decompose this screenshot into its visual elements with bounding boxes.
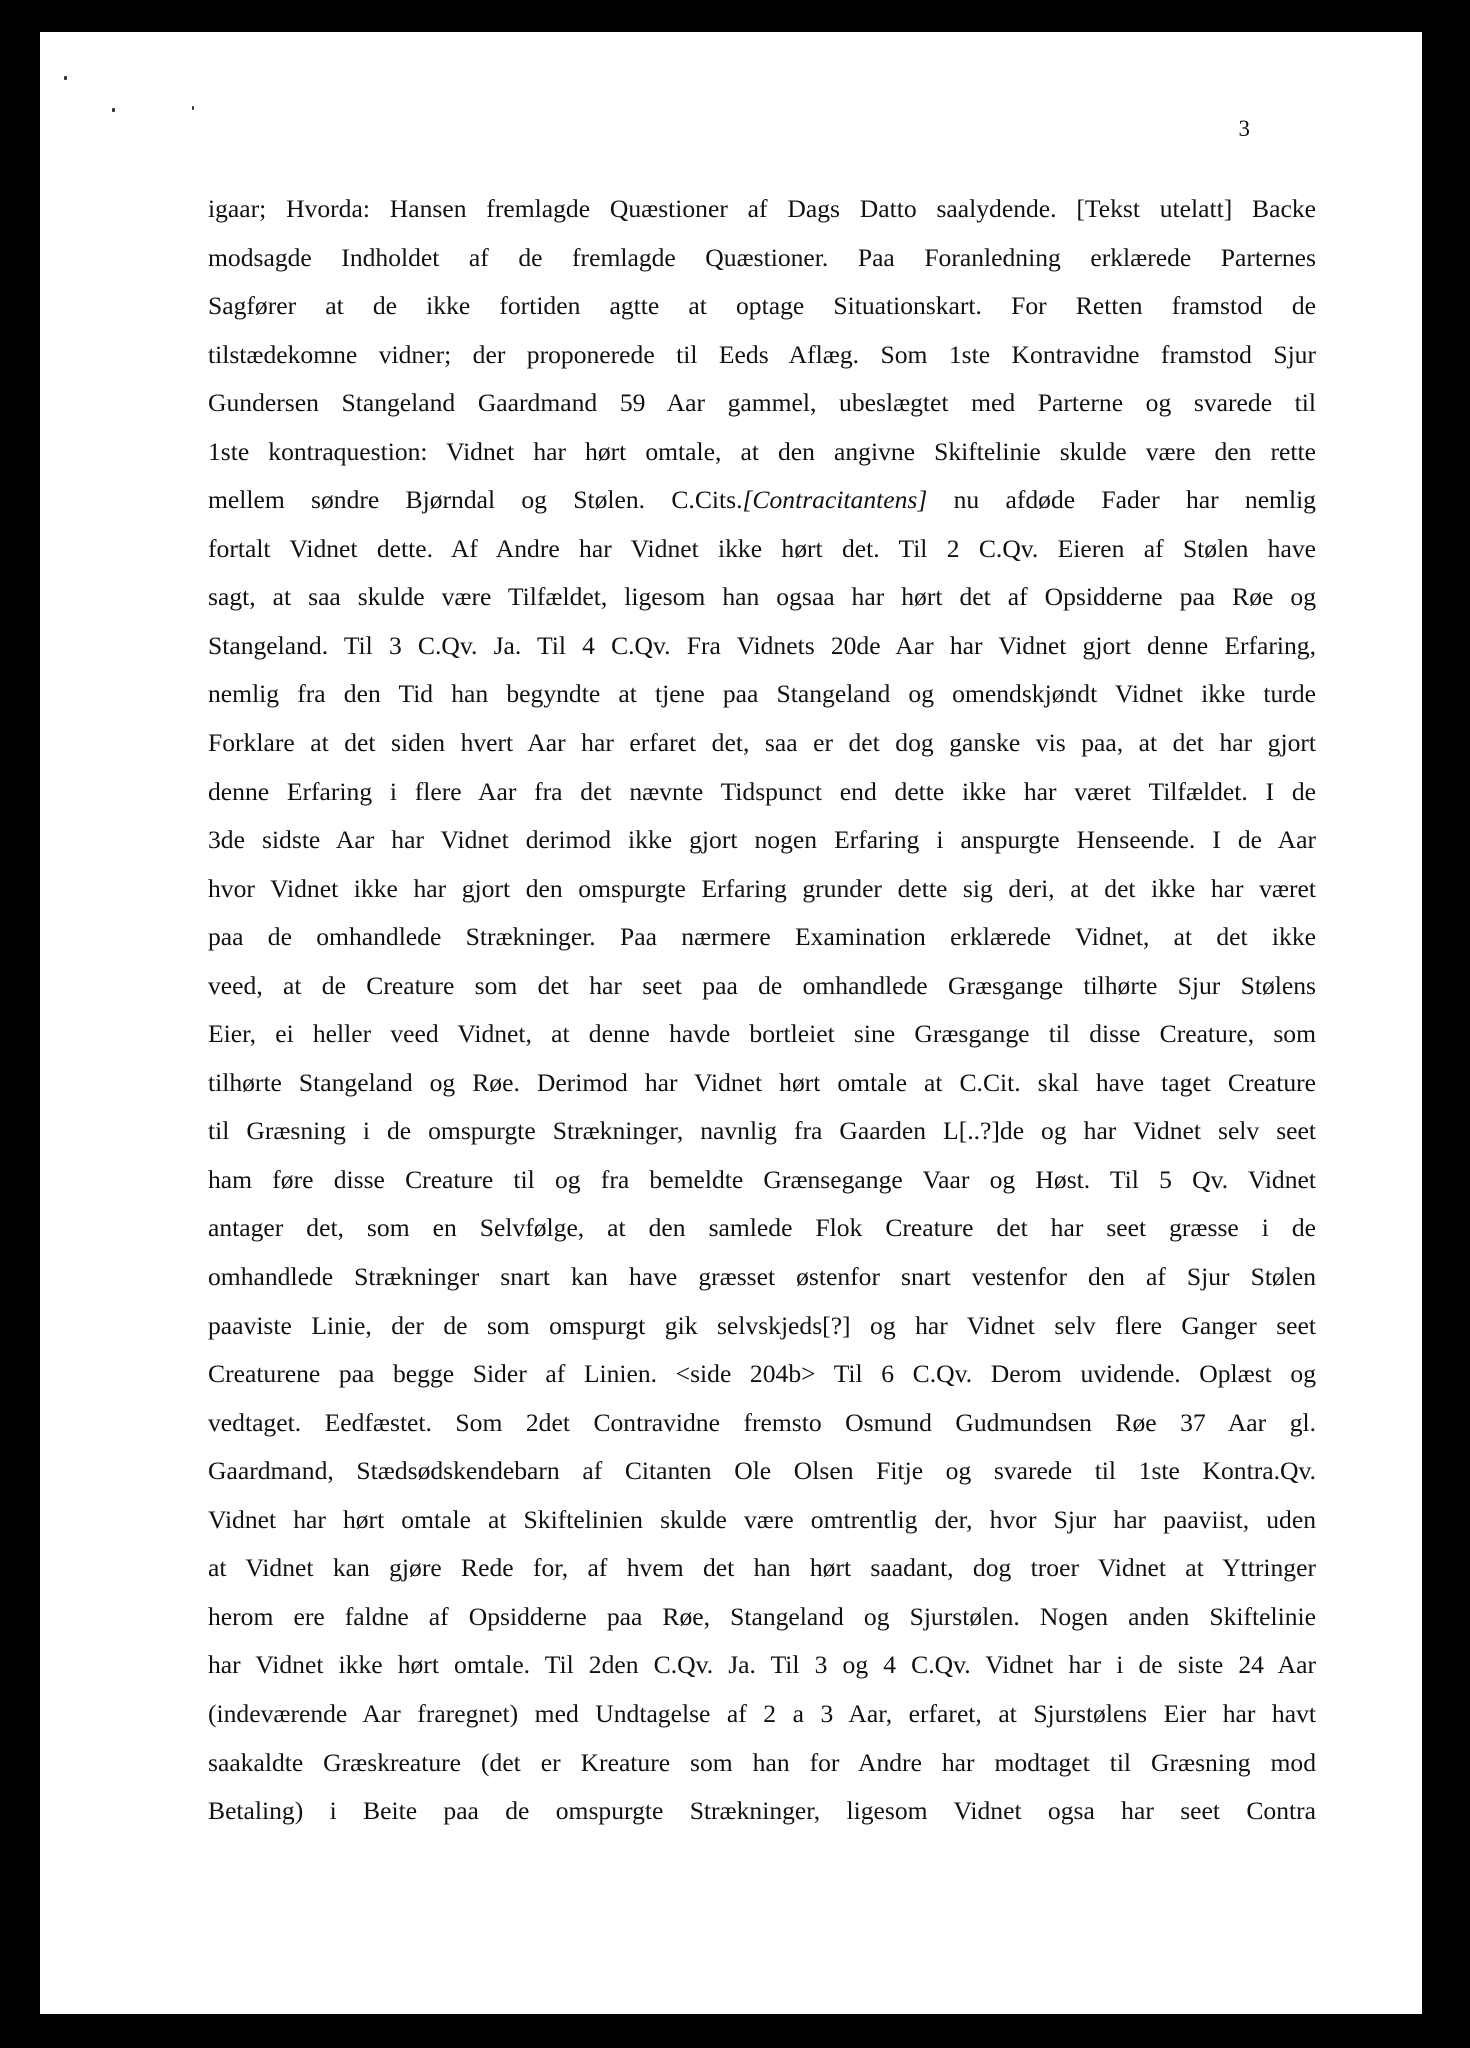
text-line: paa de omhandlede Strækninger. Paa nærmere Examination erklærede Vidnet, at det ikke (208, 922, 1316, 952)
text-line: Sagfører at de ikke fortiden agtte at optage Situationskart. For Retten framstod de (208, 291, 1316, 321)
text-line: hvor Vidnet ikke har gjort den omspurgte Erfaring grunder dette sig deri, at det ikke har været (208, 873, 1316, 903)
text-line: Eier, ei heller veed Vidnet, at denne havde bortleiet sine Græsgange til disse Creature, som (208, 1019, 1316, 1049)
scan-speck (112, 108, 115, 112)
document-page (40, 32, 1422, 2014)
text-line: Vidnet har hørt omtale at Skiftelinien skulde være omtrentlig der, hvor Sjur har paaviist, uden (208, 1504, 1316, 1534)
text-line: Gundersen Stangeland Gaardmand 59 Aar gammel, ubeslægtet med Parterne og svarede til (208, 388, 1316, 418)
text-line: veed, at de Creature som det har seet paa de omhandlede Græsgange tilhørte Sjur Stølens (208, 970, 1316, 1000)
scan-speck (64, 76, 67, 80)
text-line: modsagde Indholdet af de fremlagde Quæstioner. Paa Foranledning erklærede Parternes (208, 242, 1316, 272)
text-line: tilstædekomne vidner; der proponerede til Eeds Aflæg. Som 1ste Kontravidne framstod Sjur (208, 339, 1316, 369)
text-line: Creaturene paa begge Sider af Linien. <side 204b> Til 6 C.Qv. Derom uvidende. Oplæst og (208, 1359, 1316, 1389)
text-line: Betaling) i Beite paa de omspurgte Strækninger, ligesom Vidnet ogsa har seet Contra (208, 1796, 1316, 1826)
text-line: omhandlede Strækninger snart kan have græsset østenfor snart vestenfor den af Sjur Stølen (208, 1262, 1316, 1292)
text-line: tilhørte Stangeland og Røe. Derimod har Vidnet hørt omtale at C.Cit. skal have taget Creature (208, 1067, 1316, 1097)
page-number: 3 (1238, 116, 1250, 141)
text-line: Gaardmand, Stædsødskendebarn af Citanten Ole Olsen Fitje og svarede til 1ste Kontra.Qv. (208, 1456, 1316, 1486)
text-line: vedtaget. Eedfæstet. Som 2det Contravidne fremsto Osmund Gudmundsen Røe 37 Aar gl. (208, 1407, 1316, 1437)
text-line: Stangeland. Til 3 C.Qv. Ja. Til 4 C.Qv. Fra Vidnets 20de Aar har Vidnet gjort denne Erfaring, (208, 630, 1316, 660)
scan-speck (192, 106, 194, 110)
text-line: 3de sidste Aar har Vidnet derimod ikke gjort nogen Erfaring i anspurgte Henseende. I de Aar (208, 825, 1316, 855)
text-line: saakaldte Græskreature (det er Kreature som han for Andre har modtaget til Græsning mod (208, 1747, 1316, 1777)
body-text (208, 185, 1316, 1836)
text-line: at Vidnet kan gjøre Rede for, af hvem det han hørt saadant, dog troer Vidnet at Yttringer (208, 1553, 1316, 1583)
text-line: Forklare at det siden hvert Aar har erfaret det, saa er det dog ganske vis paa, at det har gjort (208, 728, 1316, 758)
text-line: igaar; Hvorda: Hansen fremlagde Quæstioner af Dags Datto saalydende. [Tekst utelatt] Backe (208, 194, 1316, 223)
text-line: paaviste Linie, der de som omspurgt gik selvskjeds[?] og har Vidnet selv flere Ganger seet (208, 1310, 1316, 1340)
text-line: herom ere faldne af Opsidderne paa Røe, Stangeland og Sjurstølen. Nogen anden Skiftelinie (208, 1601, 1316, 1631)
text-line: til Græsning i de omspurgte Strækninger, navnlig fra Gaarden L[..?]de og har Vidnet selv seet (208, 1116, 1316, 1146)
text-line: (indeværende Aar fraregnet) med Undtagelse af 2 a 3 Aar, erfaret, at Sjurstølens Eier har havt (208, 1698, 1316, 1728)
text-line: mellem søndre Bjørndal og Stølen. C.Cits.[Contracitantens] nu afdøde Fader har nemlig (208, 485, 1316, 515)
editorial-insertion: [Contracitantens] (742, 485, 928, 515)
text-line: nemlig fra den Tid han begyndte at tjene paa Stangeland og omendskjøndt Vidnet ikke turde (208, 679, 1316, 709)
text-line: fortalt Vidnet dette. Af Andre har Vidnet ikke hørt det. Til 2 C.Qv. Eieren af Stølen have (208, 533, 1316, 563)
text-line: har Vidnet ikke hørt omtale. Til 2den C.Qv. Ja. Til 3 og 4 C.Qv. Vidnet har i de siste 24 Aar (208, 1650, 1316, 1680)
text-line: ham føre disse Creature til og fra bemeldte Grænsegange Vaar og Høst. Til 5 Qv. Vidnet (208, 1164, 1316, 1194)
text-line: sagt, at saa skulde være Tilfældet, ligesom han ogsaa har hørt det af Opsidderne paa Røe og (208, 582, 1316, 612)
text-line: denne Erfaring i flere Aar fra det nævnte Tidspunct end dette ikke har været Tilfældet. I de (208, 776, 1316, 806)
text-line: antager det, som en Selvfølge, at den samlede Flok Creature det har seet græsse i de (208, 1213, 1316, 1243)
text-line: 1ste kontraquestion: Vidnet har hørt omtale, at den angivne Skiftelinie skulde være den rette (208, 436, 1316, 466)
